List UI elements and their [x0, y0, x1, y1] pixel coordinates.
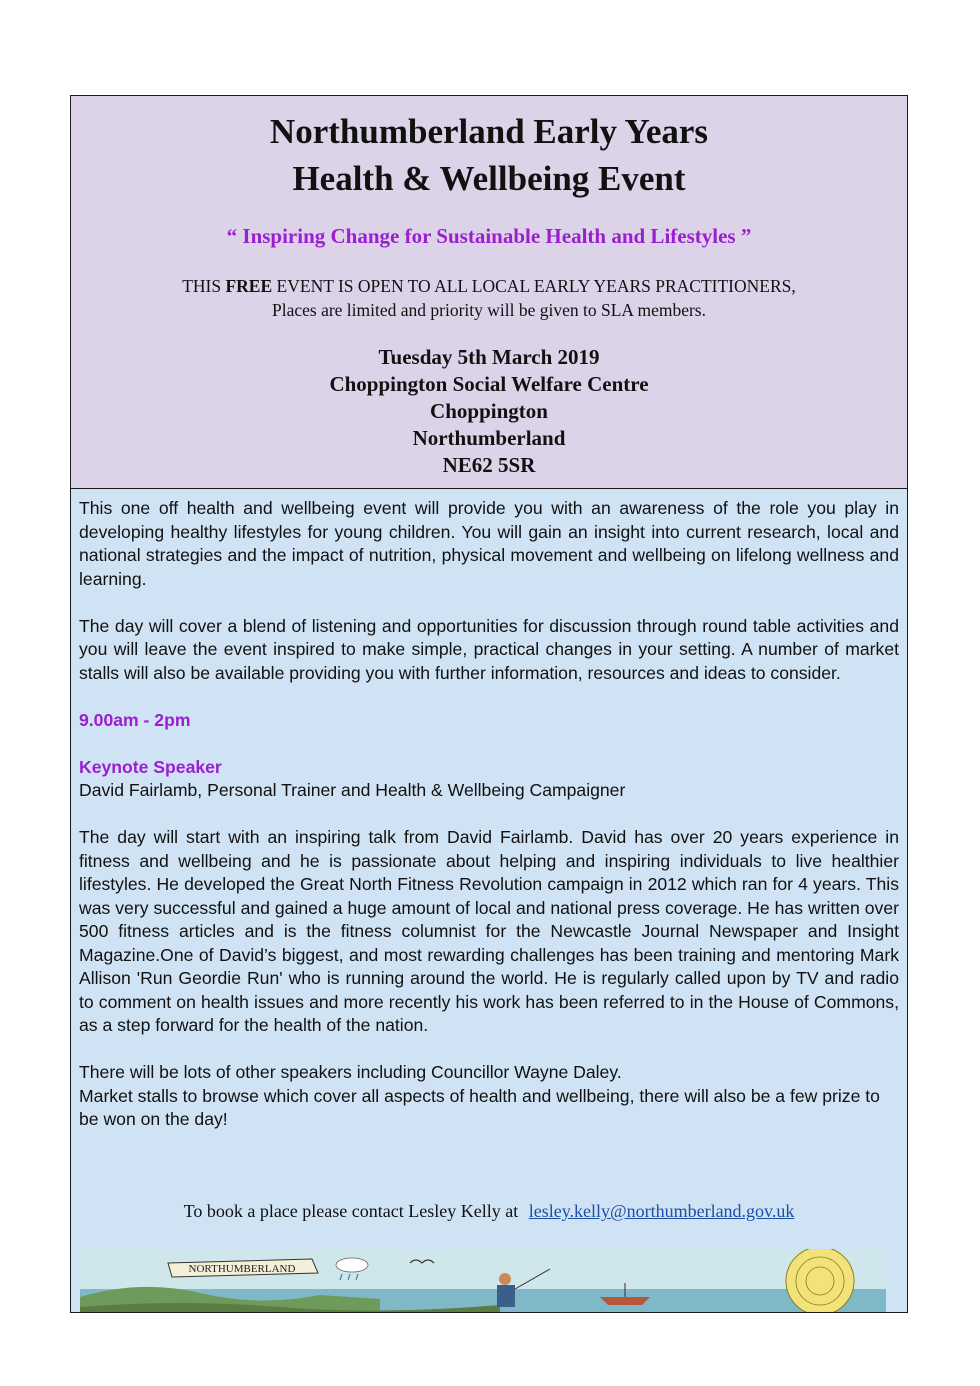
- market-stalls: Market stalls to browse which cover all aspects of health and wellbeing, there will also be a few prize to be won on the day!: [79, 1085, 880, 1129]
- banner-label: NORTHUMBERLAND: [188, 1263, 296, 1275]
- day-summary-paragraph: The day will cover a blend of listening and opportunities for discussion through round table activities and you will leave the event inspired to make simple, practical changes in your setting. A number of market stalls will also be available providing you with further information, resources and ideas to consider.: [79, 615, 899, 683]
- body-content: [79, 497, 899, 1155]
- event-tagline: “ Inspiring Change for Sustainable Health and Lifestyles ”: [226, 224, 752, 248]
- notice-line-1: [71, 274, 907, 298]
- notice-pre: THIS: [182, 276, 226, 296]
- event-title: [71, 108, 907, 202]
- other-info: [79, 1061, 899, 1132]
- eligibility-notice: [71, 274, 907, 322]
- keynote-heading: Keynote Speaker: [79, 756, 222, 777]
- event-date: Tuesday 5th March 2019: [378, 345, 600, 369]
- keynote-section: [79, 756, 899, 803]
- sun-dial-icon: [786, 1249, 854, 1313]
- event-details: [71, 344, 907, 479]
- notice-line-2: Places are limited and priority will be given to SLA members.: [271, 300, 706, 320]
- booking-line: [71, 1201, 907, 1222]
- northumberland-banner-illustration: [80, 1249, 886, 1313]
- event-postcode: NE62 5SR: [442, 453, 536, 477]
- other-speakers: There will be lots of other speakers including Councillor Wayne Daley.: [79, 1062, 622, 1082]
- event-time: 9.00am - 2pm: [79, 709, 191, 730]
- booking-text: To book a place please contact Lesley Kelly at: [183, 1201, 519, 1221]
- event-county: Northumberland: [412, 426, 566, 450]
- keynote-name: David Fairlamb, Personal Trainer and Health & Wellbeing Campaigner: [79, 780, 626, 800]
- booking-email-link[interactable]: lesley.kelly@northumberland.gov.uk: [528, 1201, 795, 1221]
- notice-post: EVENT IS OPEN TO ALL LOCAL EARLY YEARS PRACTITIONERS,: [272, 276, 796, 296]
- flyer-frame: [70, 95, 908, 1313]
- title-line-1: Northumberland Early Years: [269, 112, 709, 151]
- notice-free: FREE: [225, 276, 273, 296]
- intro-paragraph: This one off health and wellbeing event will provide you with an awareness of the role you play in developing healthy lifestyles for young children. You will gain an insight into current research, local and national strategies and the impact of nutrition, physical movement and wellbeing on lifelong wellness and learning.: [79, 498, 899, 589]
- event-body: [71, 489, 907, 1312]
- keynote-bio: The day will start with an inspiring talk from David Fairlamb. David has over 20 years experience in fitness and wellbeing and he is passionate about helping and inspiring individuals to live healthier lifestyles. He developed the Great North Fitness Revolution campaign in 2012 which ran for 4 years. This was very successful and gained a huge amount of local and national press coverage. He has written over 500 fitness articles and is the fitness columnist for the Newcastle Journal Newspaper and Insight Magazine.One of David’s biggest, and most rewarding challenges has been training and mentoring Mark Allison 'Run Geordie Run' who is running around the world. He is regularly called upon by TV and radio to comment on health issues and more recently his work has been referred to in the House of Commons, as a step forward for the health of the nation.: [79, 827, 899, 1035]
- event-header: [71, 96, 907, 489]
- event-town: Choppington: [430, 399, 548, 423]
- title-line-2: Health & Wellbeing Event: [292, 159, 686, 198]
- event-venue: Choppington Social Welfare Centre: [329, 372, 649, 396]
